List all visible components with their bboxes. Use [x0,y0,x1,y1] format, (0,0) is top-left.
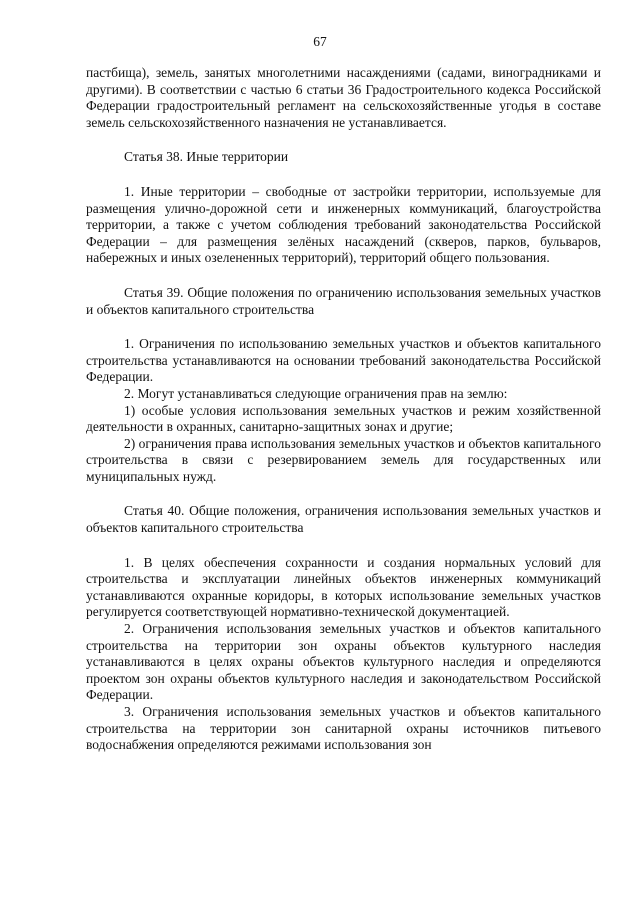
article-40-paragraph-2: 2. Ограничения использования земельных участков и объектов капитального строительства на территории зон охраны объектов культурного наследия устанавливаются в целях охраны объектов культурного наследия и определяются проектом зон охраны объектов культурного наследия и законодательством Российской Федерации. [86,621,601,703]
article-40-paragraph-1: 1. В целях обеспечения сохранности и создания нормальных условий для строительства и эксплуатации линейных объектов инженерных коммуникаций устанавливаются охранные коридоры, в которых использование земельных участков регулируется соответствующей нормативно-технической документацией. [86,554,601,620]
article-39-paragraph-2-item-2: 2) ограничения права использования земельных участков и объектов капитального строительства в связи с резервированием земель для государственных или муниципальных нужд. [86,435,601,484]
article-40-heading: Статья 40. Общие положения, ограничения использования земельных участков и объектов капитального строительства [86,503,601,536]
article-39-paragraph-2: 2. Могут устанавливаться следующие ограничения прав на землю: [124,385,508,401]
article-39-paragraph-1: 1. Ограничения по использованию земельных участков и объектов капитального строительства устанавливаются на основании требований законодательства Российской Федерации. [86,336,601,385]
article-39-heading: Статья 39. Общие положения по ограничению использования земельных участков и объектов капитального строительства [86,284,601,317]
article-38-heading: Статья 38. Иные территории [124,149,289,165]
article-39-paragraph-2-item-1: 1) особые условия использования земельных участков и режим хозяйственной деятельности в охранных, санитарно-защитных зонах и другие; [86,402,601,435]
page-number: 67 [313,34,327,49]
article-38-paragraph-1: 1. Иные территории – свободные от застройки территории, используемые для размещения улично-дорожной сети и инженерных коммуникаций, благоустройства территории, а также с учетом соблюдения требований законодательства Российской Федерации – для размещения зелёных насаждений (скверов, парков, бульваров, набережных и иных озелененных территорий), территорий общего пользования. [86,183,601,266]
intro-paragraph: пастбища), земель, занятых многолетними насаждениями (садами, виноградниками и другими). В соответствии с частью 6 статьи 36 Градостроительного кодекса Российской Федерации градостроительный регламент на сельскохозяйственные угодья в составе земель сельскохозяйственного назначения не устанавливается. [86,65,601,130]
article-40-paragraph-3: 3. Ограничения использования земельных участков и объектов капитального строительства на территории зон санитарной охраны источников питьевого водоснабжения определяются режимами использования зон [86,704,601,753]
document-body [86,65,601,754]
